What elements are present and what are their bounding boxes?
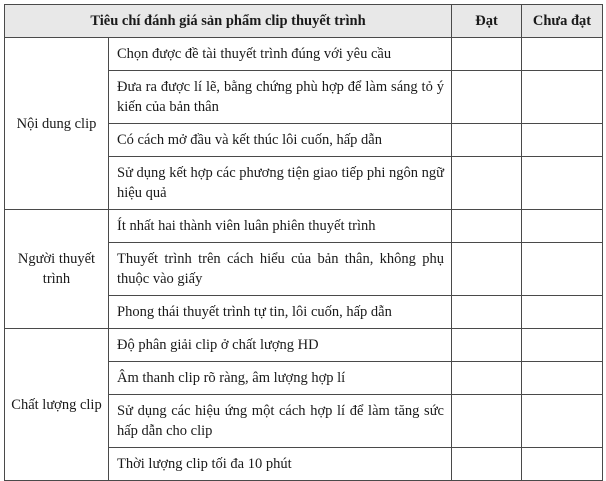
header-fail: Chưa đạt [522, 5, 603, 38]
criterion-cell: Đưa ra được lí lẽ, bằng chứng phù hợp để làm sáng tỏ ý kiến của bản thân [109, 71, 452, 124]
table-row [5, 329, 603, 362]
criterion-cell: Âm thanh clip rõ ràng, âm lượng hợp lí [109, 362, 452, 395]
table-row [5, 38, 603, 71]
pass-cell[interactable] [452, 38, 522, 71]
criterion-cell: Sử dụng các hiệu ứng một cách hợp lí để làm tăng sức hấp dẫn cho clip [109, 395, 452, 448]
criterion-cell: Chọn được đề tài thuyết trình đúng với yêu cầu [109, 38, 452, 71]
category-content: Nội dung clip [5, 38, 109, 210]
table-row [5, 210, 603, 243]
criterion-cell: Thời lượng clip tối đa 10 phút [109, 448, 452, 481]
category-presenter: Người thuyết trình [5, 210, 109, 329]
pass-cell[interactable] [452, 210, 522, 243]
pass-cell[interactable] [452, 329, 522, 362]
criterion-cell: Độ phân giải clip ở chất lượng HD [109, 329, 452, 362]
fail-cell[interactable] [522, 329, 603, 362]
pass-cell[interactable] [452, 296, 522, 329]
evaluation-table [4, 4, 603, 481]
category-quality: Chất lượng clip [5, 329, 109, 481]
fail-cell[interactable] [522, 38, 603, 71]
pass-cell[interactable] [452, 157, 522, 210]
fail-cell[interactable] [522, 448, 603, 481]
pass-cell[interactable] [452, 448, 522, 481]
criterion-cell: Phong thái thuyết trình tự tin, lôi cuốn, hấp dẫn [109, 296, 452, 329]
fail-cell[interactable] [522, 210, 603, 243]
evaluation-table-container [4, 4, 602, 481]
pass-cell[interactable] [452, 362, 522, 395]
fail-cell[interactable] [522, 362, 603, 395]
pass-cell[interactable] [452, 243, 522, 296]
fail-cell[interactable] [522, 71, 603, 124]
pass-cell[interactable] [452, 395, 522, 448]
criterion-cell: Có cách mở đầu và kết thúc lôi cuốn, hấp dẫn [109, 124, 452, 157]
criterion-cell: Thuyết trình trên cách hiểu của bản thân, không phụ thuộc vào giấy [109, 243, 452, 296]
pass-cell[interactable] [452, 124, 522, 157]
header-pass: Đạt [452, 5, 522, 38]
fail-cell[interactable] [522, 296, 603, 329]
fail-cell[interactable] [522, 157, 603, 210]
header-row [5, 5, 603, 38]
pass-cell[interactable] [452, 71, 522, 124]
fail-cell[interactable] [522, 124, 603, 157]
criterion-cell: Ít nhất hai thành viên luân phiên thuyết trình [109, 210, 452, 243]
fail-cell[interactable] [522, 395, 603, 448]
criterion-cell: Sử dụng kết hợp các phương tiện giao tiếp phi ngôn ngữ hiệu quả [109, 157, 452, 210]
fail-cell[interactable] [522, 243, 603, 296]
header-criteria: Tiêu chí đánh giá sản phẩm clip thuyết trình [5, 5, 452, 38]
